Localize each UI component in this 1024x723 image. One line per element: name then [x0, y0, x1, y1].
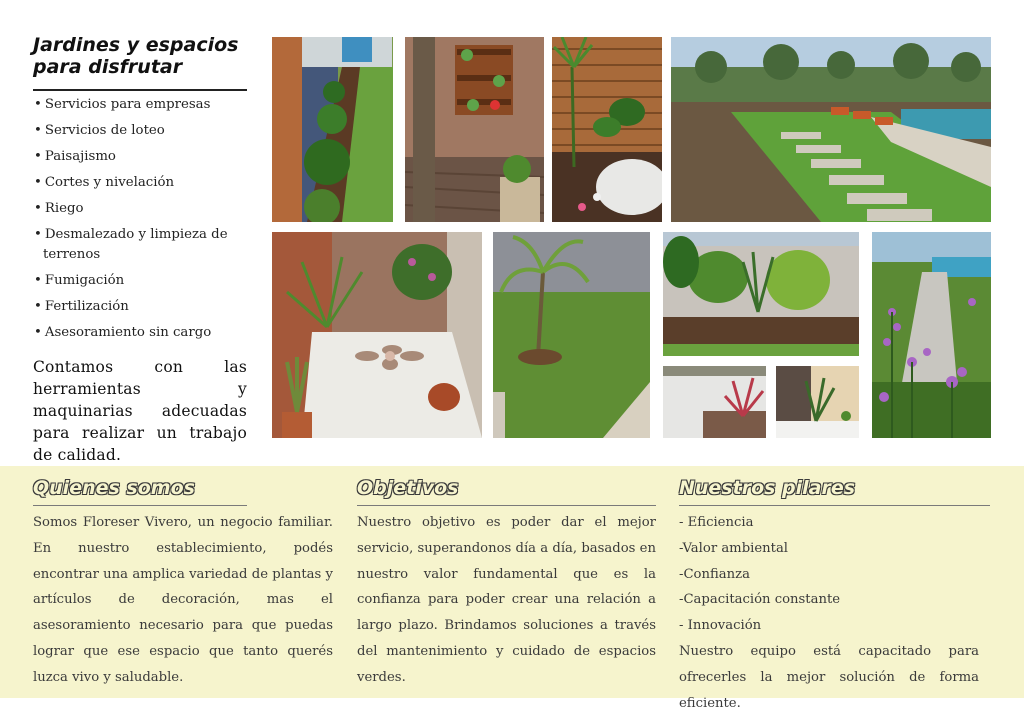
- pillar-item: - Eficiencia: [679, 515, 754, 530]
- service-item: • Fertilización: [33, 297, 248, 317]
- intro-paragraph: Contamos con las herramientas y maquinarias adecuadas para realizar un trabajo de calidad.: [33, 358, 247, 464]
- pillar-item: -Confianza: [679, 566, 750, 582]
- about-divider: [33, 505, 247, 506]
- page-title: Jardines y espacios para disfrutar: [33, 34, 239, 78]
- service-item: • Servicios para empresas: [33, 95, 248, 115]
- objectives-divider: [357, 505, 656, 506]
- garden-photo-8: [663, 366, 766, 438]
- pillars-divider: [679, 505, 990, 506]
- title-divider: [33, 89, 247, 91]
- garden-photo-5: [272, 232, 482, 438]
- pillar-item: - Innovación: [679, 618, 762, 634]
- about-heading: Quienes somos: [33, 477, 195, 499]
- pillars-heading: Nuestros pilares: [679, 477, 856, 499]
- garden-photo-1: [272, 37, 393, 222]
- garden-photo-3: [552, 37, 662, 222]
- service-item: • Cortes y nivelación: [33, 173, 248, 193]
- service-item: • Fumigación: [33, 271, 248, 291]
- garden-photo-4: [671, 37, 991, 222]
- service-item: • Paisajismo: [33, 147, 248, 167]
- service-item: • Desmalezado y limpieza de terrenos: [33, 225, 248, 265]
- pillars-closing: Nuestro equipo está capacitado para ofrecerles la mejor solución de forma eficiente.: [679, 644, 979, 711]
- garden-photo-10: [872, 232, 991, 438]
- objectives-text: Nuestro objetivo es poder dar el mejor servicio, superandonos día a día, basados en nuestro valor fundamental que es la confianza para poder crear una relación a largo plazo. Brindamos soluciones a través del mantenimiento y cuidado de espacios verdes.: [357, 515, 656, 685]
- pillars-list: [679, 510, 990, 639]
- garden-photo-2: [405, 37, 544, 222]
- objectives-heading: Objetivos: [357, 477, 459, 499]
- pillar-item: -Valor ambiental: [679, 540, 789, 556]
- about-text: Somos Floreser Vivero, un negocio familiar. En nuestro establecimiento, podés encontrar una amplica variedad de plantas y artículos de decoración, mas el asesoramiento necesario para que puedas lograr que ese espacio que tanto querés luzca vivo y saludable.: [33, 515, 333, 685]
- garden-photo-7: [663, 232, 859, 356]
- services-list: [33, 95, 248, 343]
- garden-photo-6: [493, 232, 650, 438]
- service-item: • Asesoramiento sin cargo: [33, 323, 248, 343]
- pillar-item: -Capacitación constante: [679, 592, 841, 608]
- service-item: • Riego: [33, 199, 248, 219]
- service-item: • Servicios de loteo: [33, 121, 248, 141]
- garden-photo-9: [776, 366, 859, 438]
